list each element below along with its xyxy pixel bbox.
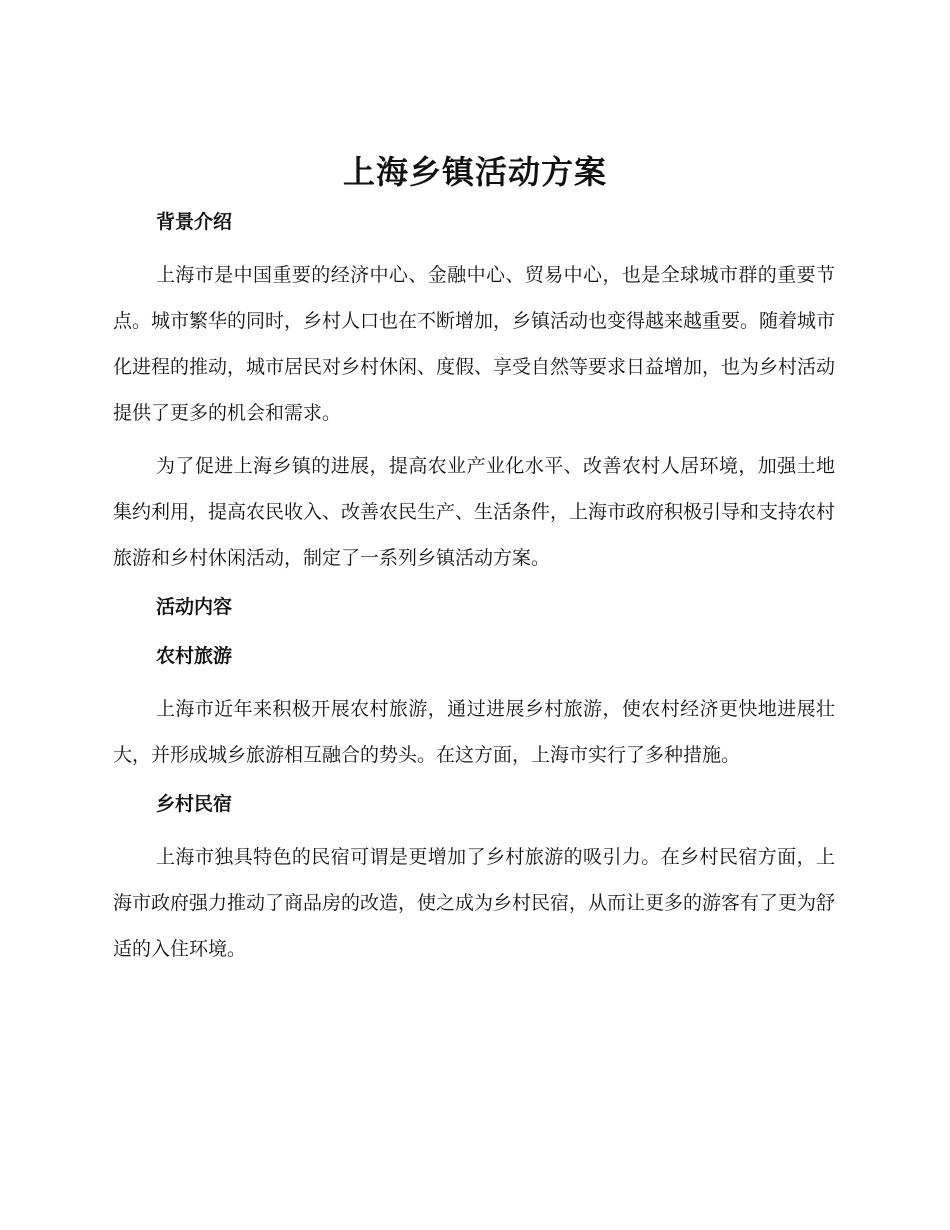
document-title: 上海乡镇活动方案 (342, 153, 607, 191)
section-heading-rural-tourism: 农村旅游 (156, 645, 233, 667)
paragraph-background-2: 为了促进上海乡镇的进展，提高农业产业化水平、改善农村人居环境，加强土地集约利用，提高农民收入、改善农民生产、生活条件，上海市政府积极引导和支持农村旅游和乡村休闲活动，制定了一系列乡镇活动方案。 (113, 455, 836, 569)
section-heading-rural-homestay: 乡村民宿 (156, 793, 233, 815)
section-heading-activity-content: 活动内容 (156, 596, 233, 618)
paragraph-rural-tourism: 上海市近年来积极开展农村旅游，通过进展乡村旅游，使农村经济更快地进展壮大，并形成城乡旅游相互融合的势头。在这方面，上海市实行了多种措施。 (113, 698, 835, 766)
document-body (113, 203, 835, 979)
paragraph-rural-homestay: 上海市独具特色的民宿可谓是更增加了乡村旅游的吸引力。在乡村民宿方面，上海市政府强力推动了商品房的改造，使之成为乡村民宿，从而让更多的游客有了更为舒适的入住环境。 (113, 846, 836, 960)
section-heading-background: 背景介绍 (156, 211, 233, 233)
paragraph-background-1: 上海市是中国重要的经济中心、金融中心、贸易中心，也是全球城市群的重要节点。城市繁华的同时，乡村人口也在不断增加，乡镇活动也变得越来越重要。随着城市化进程的推动，城市居民对乡村休闲、度假、享受自然等要求日益增加，也为乡村活动提供了更多的机会和需求。 (113, 264, 836, 424)
